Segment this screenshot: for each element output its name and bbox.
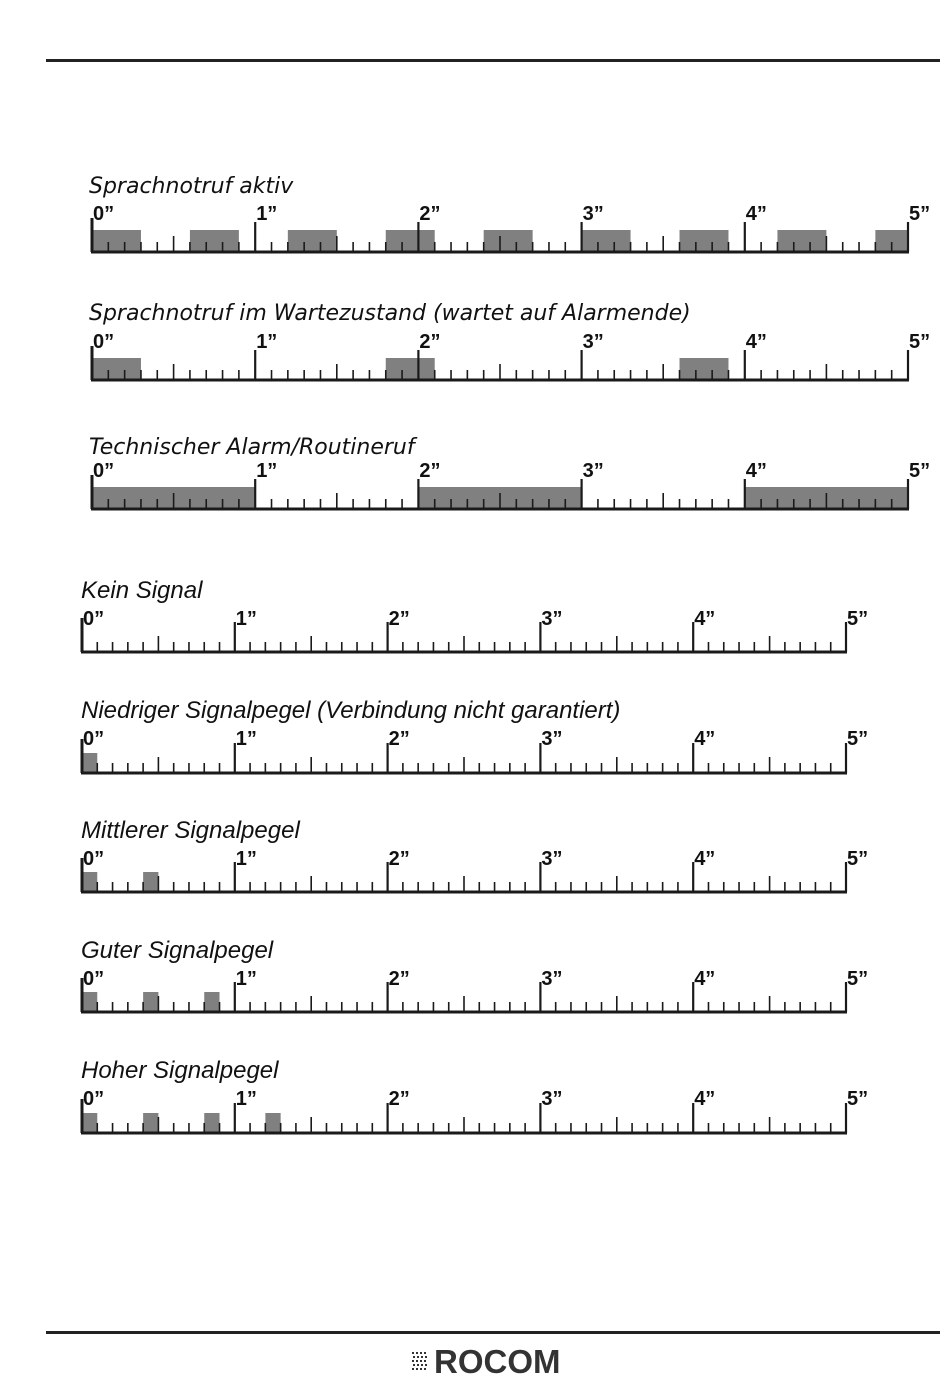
tick-label: 1” [235,848,257,870]
pulse-bar [190,230,239,252]
tick-label: 0” [83,728,105,750]
timeline-title: Kein Signal [81,577,203,604]
tick-label: 3” [541,728,563,750]
tick-label: 2” [388,968,410,990]
pulse-bar [680,358,729,380]
pulse-bar [680,230,729,252]
pulse-bar [92,358,141,380]
pulse-bar [265,1113,280,1133]
tick-label: 1” [235,728,257,750]
pulse-bar [204,992,219,1012]
tick-label: 0” [83,608,105,630]
timeline-title: Technischer Alarm/Routineruf [89,435,415,460]
tick-label: 0” [93,460,115,482]
tick-label: 4” [745,203,767,225]
tick-label: 1” [235,608,257,630]
tick-label: 3” [582,203,604,225]
tick-label: 3” [541,968,563,990]
timeline-title: Niedriger Signalpegel (Verbindung nicht garantiert) [81,697,621,724]
tick-label: 4” [694,1088,716,1110]
timeline-title: Mittlerer Signalpegel [81,817,300,844]
timeline-title: Sprachnotruf aktiv [89,174,294,199]
tick-label: 0” [93,203,115,225]
pulse-bar [82,992,97,1012]
timeline-7 [81,937,868,1012]
timeline-5 [81,697,868,773]
tick-label: 5” [847,848,869,870]
pulse-bar [386,358,435,380]
tick-label: 4” [745,460,767,482]
tick-label: 5” [909,203,931,225]
tick-label: 5” [909,331,931,353]
pulse-bar [777,230,826,252]
tick-label: 3” [541,848,563,870]
pulse-bar [82,1113,97,1133]
pulse-bar [82,753,97,773]
timeline-1 [89,174,930,252]
tick-label: 1” [256,203,278,225]
tick-label: 1” [235,968,257,990]
logo-text: ROCOM [434,1343,561,1380]
pulse-bar [484,230,533,252]
timeline-6 [81,817,868,892]
timeline-title: Sprachnotruf im Wartezustand (wartet auf Alarmende) [89,301,691,326]
tick-label: 0” [83,968,105,990]
tick-label: 0” [93,331,115,353]
pulse-bar [82,872,97,892]
tick-label: 2” [388,728,410,750]
tick-label: 1” [235,1088,257,1110]
pulse-bar [386,230,435,252]
timeline-4 [81,577,868,652]
tick-label: 4” [694,968,716,990]
tick-label: 2” [419,203,441,225]
tick-label: 2” [388,1088,410,1110]
tick-label: 5” [847,1088,869,1110]
tick-label: 1” [256,460,278,482]
tick-label: 4” [745,331,767,353]
tick-label: 4” [694,848,716,870]
tick-label: 5” [847,968,869,990]
timeline-8 [81,1057,868,1133]
tick-label: 5” [847,608,869,630]
pulse-bar [582,230,631,252]
rocom-logo [410,1345,561,1379]
tick-label: 3” [582,460,604,482]
pulse-bar [143,992,158,1012]
tick-label: 0” [83,848,105,870]
pulse-bar [143,1113,158,1133]
tick-label: 3” [582,331,604,353]
pulse-bar [143,872,158,892]
timeline-2 [89,301,930,380]
rocom-logo-mark-icon [410,1349,432,1375]
tick-label: 4” [694,608,716,630]
tick-label: 4” [694,728,716,750]
timeline-3 [89,435,930,509]
timeline-title: Hoher Signalpegel [81,1057,279,1084]
tick-label: 0” [83,1088,105,1110]
tick-label: 2” [419,460,441,482]
pulse-bar [92,230,141,252]
tick-label: 3” [541,1088,563,1110]
pulse-bar [204,1113,219,1133]
tick-label: 5” [847,728,869,750]
tick-label: 2” [388,608,410,630]
tick-label: 1” [256,331,278,353]
timeline-title: Guter Signalpegel [81,937,274,964]
tick-label: 2” [419,331,441,353]
tick-label: 2” [388,848,410,870]
tick-label: 5” [909,460,931,482]
bottom-rule [46,1331,940,1334]
tick-label: 3” [541,608,563,630]
pulse-bar [288,230,337,252]
